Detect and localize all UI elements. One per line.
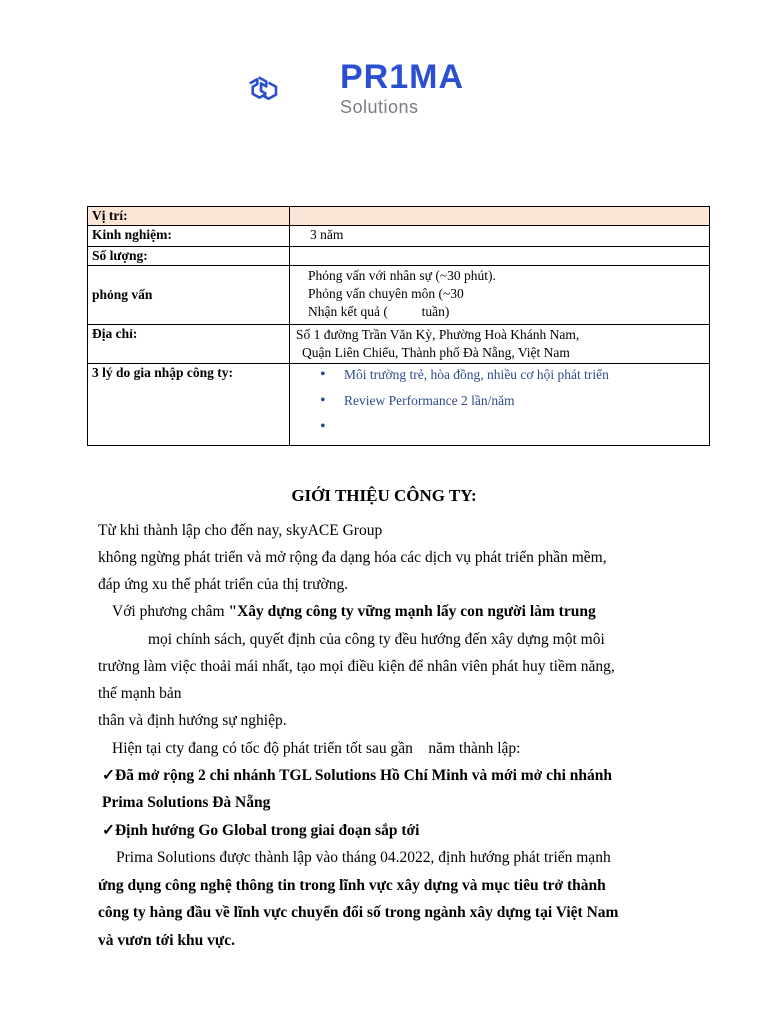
row-interview <box>88 266 710 325</box>
address-value <box>290 325 710 364</box>
interview-line: Phỏng vấn chuyên môn (~30 <box>308 286 464 301</box>
experience-label: Kinh nghiệm: <box>88 226 290 247</box>
row-quantity <box>88 247 710 266</box>
intro-line: không ngừng phát triển và mở rộng đa dạng hóa các dịch vụ phát triển phần mềm, <box>98 549 607 566</box>
job-info-table <box>87 206 710 446</box>
intro-line: thế mạnh bản <box>98 685 182 702</box>
address-label: Địa chỉ: <box>88 325 290 364</box>
interview-line: Phỏng vấn với nhân sự (~30 phút). <box>308 268 496 283</box>
quantity-value <box>290 247 710 266</box>
row-position <box>88 207 710 226</box>
row-address <box>88 325 710 364</box>
reasons-list <box>294 366 705 436</box>
intro-line: Hiện tại cty đang có tốc độ phát triển tốt sau gần năm thành lập: <box>112 740 521 757</box>
intro-bullet: ✓Định hướng Go Global trong giai đoạn sắp tới <box>102 822 420 839</box>
intro-line: mọi chính sách, quyết định của công ty đều hướng đến xây dựng một môi <box>148 631 605 648</box>
intro-line-bold: ứng dụng công nghệ thông tin trong lĩnh vực xây dựng và mục tiêu trở thành <box>98 877 606 894</box>
intro-line: Prima Solutions được thành lập vào tháng 04.2022, định hướng phát triển mạnh <box>116 849 611 866</box>
interview-label: phỏng vấn <box>88 266 290 325</box>
intro-line-bold: công ty hàng đầu về lĩnh vực chuyển đổi số trong ngành xây dựng tại Việt Nam <box>98 904 619 921</box>
row-reasons <box>88 364 710 446</box>
position-label: Vị trí: <box>88 207 290 226</box>
intro-bullet: ✓Đã mở rộng 2 chi nhánh TGL Solutions Hồ Chí Minh và mới mở chi nhánh <box>102 767 613 784</box>
intro-motto-prefix: Với phương châm <box>112 603 229 620</box>
brand-tagline: Solutions <box>340 97 419 117</box>
section-title: GIỚI THIỆU CÔNG TY: <box>291 486 477 505</box>
row-experience <box>88 226 710 247</box>
reason-item: • Môi trường trẻ, hòa đồng, nhiều cơ hội phát triển <box>344 366 705 384</box>
intro-bullet-cont: Prima Solutions Đà Nẵng <box>102 794 271 811</box>
intro-line: đáp ứng xu thế phát triển của thị trường. <box>98 576 349 593</box>
address-line: Quận Liên Chiểu, Thành phố Đà Nẵng, Việt Nam <box>302 345 570 360</box>
intro-motto-line <box>112 602 596 622</box>
intro-line: thân và định hướng sự nghiệp. <box>98 712 287 729</box>
intro-line-bold: và vươn tới khu vực. <box>98 932 235 949</box>
interview-line: Nhận kết quả ( tuần) <box>308 304 450 319</box>
intro-motto: "Xây dựng công ty vững mạnh lấy con người làm trung <box>228 603 596 620</box>
reason-item <box>344 418 705 436</box>
logo-wordmark <box>340 60 464 118</box>
brand-name: PR1MA <box>340 58 465 96</box>
experience-value: 3 năm <box>290 226 710 247</box>
reasons-label: 3 lý do gia nhập công ty: <box>88 364 290 446</box>
intro-line: trường làm việc thoải mái nhất, tạo mọi điều kiện để nhân viên phát huy tiềm năng, <box>98 658 615 675</box>
position-value <box>290 207 710 226</box>
interview-value <box>290 266 710 325</box>
address-line: Số 1 đường Trần Văn Kỳ, Phường Hoà Khánh Nam, <box>296 327 580 342</box>
quantity-label: Số lượng: <box>88 247 290 266</box>
intro-line: Từ khi thành lập cho đến nay, skyACE Group <box>98 522 383 539</box>
prima-solutions-logo-icon <box>246 52 336 126</box>
reasons-value <box>290 364 710 446</box>
reason-item: • Review Performance 2 lần/năm <box>344 392 705 410</box>
